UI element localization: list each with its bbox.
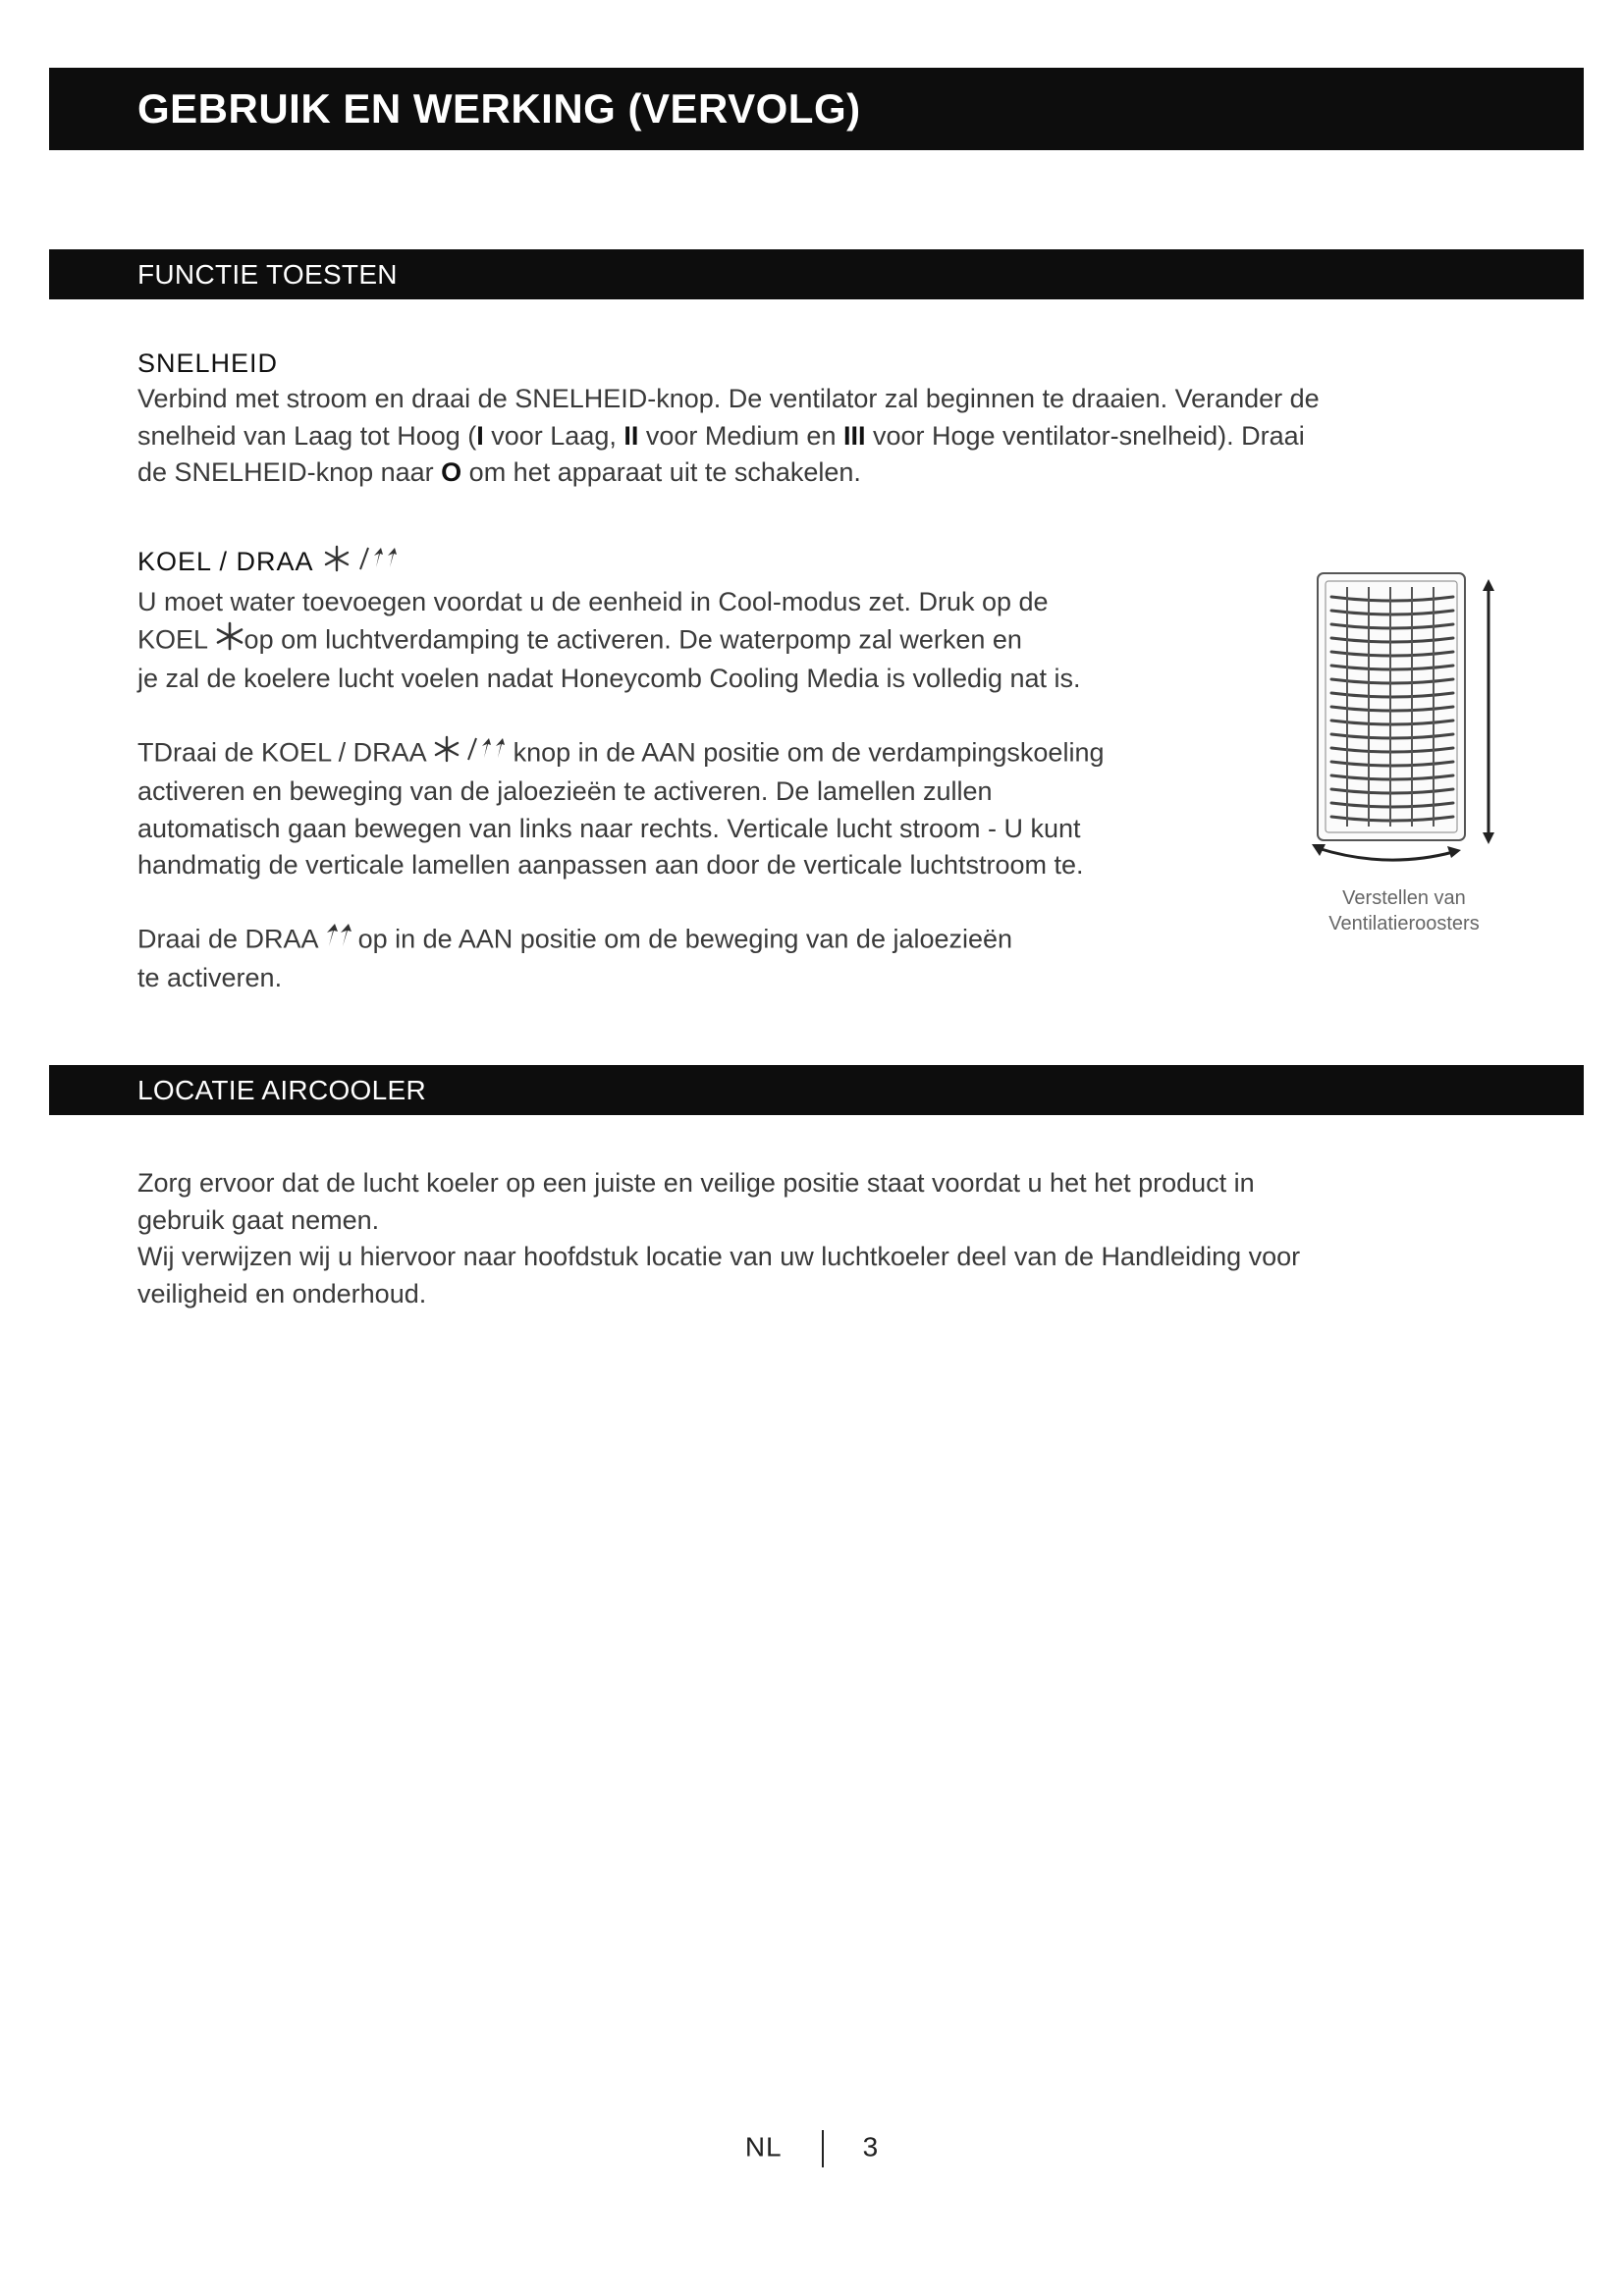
speed-high-symbol: III bbox=[842, 420, 866, 451]
snelheid-block bbox=[137, 346, 1320, 492]
swing-icon bbox=[325, 921, 358, 961]
section-bar-locatie bbox=[49, 1065, 1584, 1115]
koel-p1-line-3: je zal de koelere lucht voelen nadat Honeycomb Cooling Media is volledig nat is. bbox=[137, 664, 1081, 694]
caption-line-2: Ventilatieroosters bbox=[1328, 913, 1480, 934]
page-number: 3 bbox=[862, 2131, 880, 2163]
louver-caption bbox=[1296, 885, 1512, 936]
snelheid-line-1: Verbind met stroom en draai de SNELHEID-knop. De ventilator zal beginnen te draaien. Verander de bbox=[137, 384, 1320, 413]
koel-p2-line-2: activeren en beweging van de jaloezieën te activeren. De lamellen zullen bbox=[137, 776, 993, 807]
section-title-locatie: LOCATIE AIRCOOLER bbox=[137, 1075, 426, 1105]
snowflake-icon bbox=[215, 621, 244, 662]
koel-p3-line-2: te activeren. bbox=[137, 963, 283, 993]
caption-line-1: Verstellen van bbox=[1342, 887, 1466, 909]
locatie-block bbox=[137, 1165, 1300, 1312]
koel-paragraph-3 bbox=[137, 921, 1104, 997]
snelheid-text bbox=[137, 381, 1320, 492]
footer-separator bbox=[822, 2130, 824, 2167]
footer-language: NL bbox=[744, 2131, 783, 2163]
snelheid-line-3: de SNELHEID-knop naar O om het apparaat uit te schakelen. bbox=[137, 457, 861, 487]
locatie-line-2: gebruik gaat nemen. bbox=[137, 1204, 380, 1235]
koel-heading: KOEL / DRAA bbox=[137, 544, 1104, 582]
locatie-line-3: Wij verwijzen wij u hiervoor naar hoofdstuk locatie van uw luchtkoeler deel van de Handleiding voor bbox=[137, 1242, 1301, 1271]
koel-paragraph-1 bbox=[137, 584, 1104, 698]
speed-off-symbol: O bbox=[441, 457, 462, 487]
koel-p1-line-1: U moet water toevoegen voordat u de eenheid in Cool-modus zet. Druk op de bbox=[137, 587, 1049, 617]
snowflake-swing-icon bbox=[433, 734, 514, 774]
koel-p2-line-1: TDraai de KOEL / DRAA knop in de AAN positie om de verdampingskoeling bbox=[137, 734, 1104, 774]
snelheid-line-2: snelheid van Laag tot Hoog (I voor Laag, II voor Medium en III voor Hoge ventilator-snelheid). Draai bbox=[137, 420, 1305, 451]
section-title-functie: FUNCTIE TOESTEN bbox=[137, 259, 398, 290]
speed-low-symbol: I bbox=[476, 420, 484, 451]
snelheid-heading: SNELHEID bbox=[137, 348, 279, 378]
koel-paragraph-2 bbox=[137, 734, 1104, 884]
koel-p2-line-4: handmatig de verticale lamellen aanpassen aan door de verticale luchtstroom te. bbox=[137, 850, 1084, 881]
snowflake-swing-icon bbox=[321, 544, 406, 582]
locatie-text bbox=[137, 1165, 1300, 1312]
page-footer bbox=[0, 2130, 1624, 2167]
locatie-line-1: Zorg ervoor dat de lucht koeler op een juiste en veilige positie staat voordat u het het product in bbox=[137, 1168, 1255, 1198]
koel-p2-line-3: automatisch gaan bewegen van links naar rechts. Verticale lucht stroom - U kunt bbox=[137, 813, 1081, 843]
page-title: GEBRUIK EN WERKING (VERVOLG) bbox=[137, 85, 861, 132]
page-header-bar bbox=[49, 68, 1584, 150]
speed-medium-symbol: II bbox=[623, 420, 639, 451]
koel-p3-line-1: Draai de DRAA op in de AAN positie om de beweging van de jaloezieën bbox=[137, 921, 1104, 961]
locatie-line-4: veiligheid en onderhoud. bbox=[137, 1278, 427, 1308]
koel-p1-line-2: KOEL op om luchtverdamping te activeren. De waterpomp zal werken en bbox=[137, 621, 1104, 662]
section-bar-functie bbox=[49, 249, 1584, 299]
koel-block bbox=[137, 544, 1104, 997]
louver-illustration bbox=[1306, 569, 1502, 864]
